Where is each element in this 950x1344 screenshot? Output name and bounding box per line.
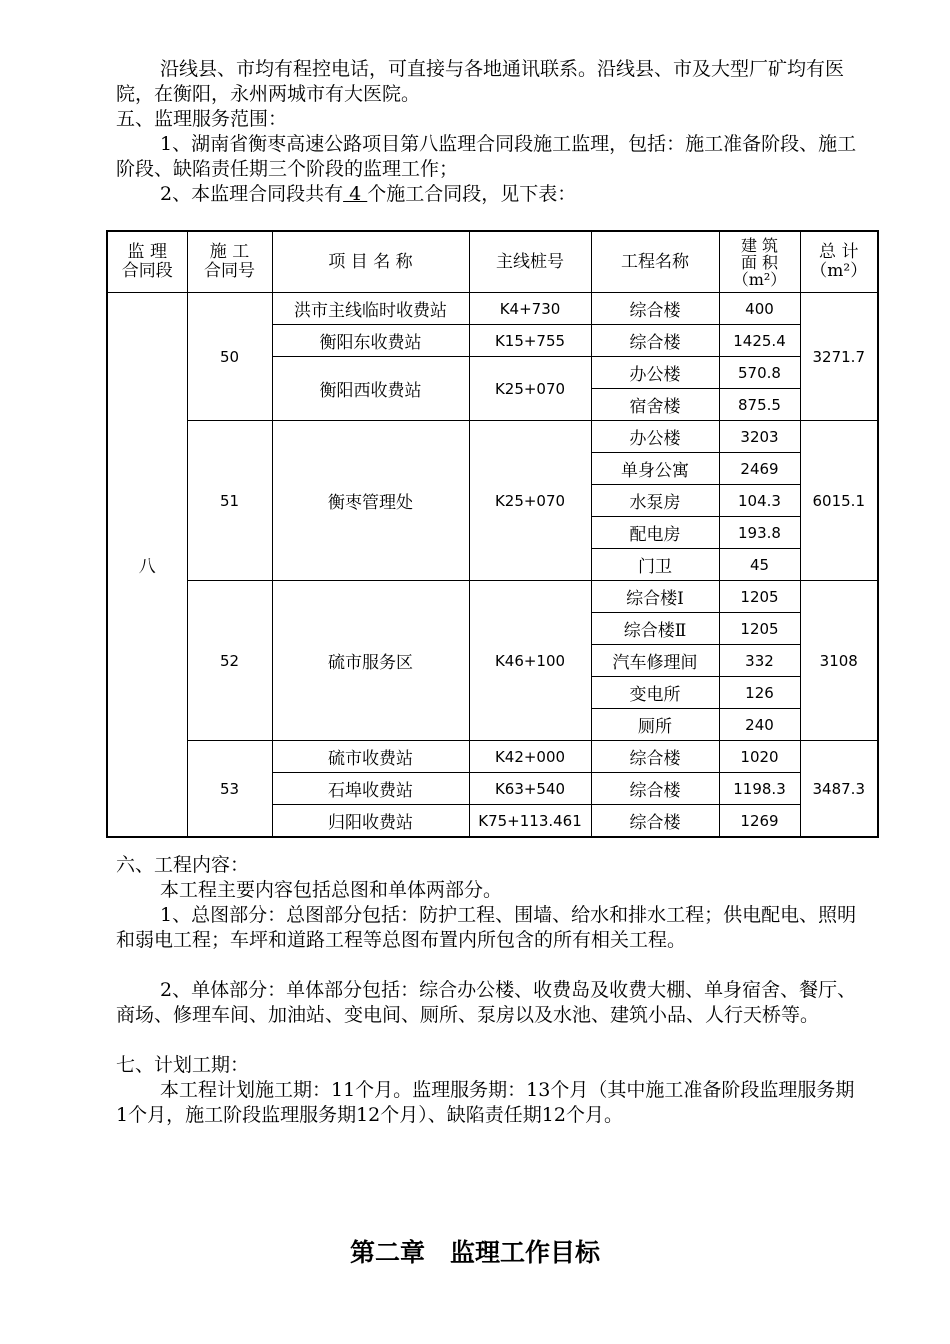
contract-count: 4 xyxy=(343,183,368,205)
building-name-cell: 门卫 xyxy=(591,549,719,581)
building-name-cell: 综合楼 xyxy=(591,325,719,357)
header-supervision: 监 理 合同段 xyxy=(107,231,187,293)
building-name-cell: 办公楼 xyxy=(591,357,719,389)
building-name-cell: 综合楼 xyxy=(591,741,719,773)
section-5-title: 五、监理服务范围： xyxy=(116,108,288,130)
table-row xyxy=(107,581,878,613)
building-area-cell: 126 xyxy=(719,677,800,709)
stake-number-cell: K42+000 xyxy=(469,741,591,773)
group-total-cell: 3271.7 xyxy=(800,293,878,421)
building-name-cell: 综合楼 xyxy=(591,773,719,805)
building-area-cell: 2469 xyxy=(719,453,800,485)
chapter-heading: 第二章 监理工作目标 xyxy=(349,1238,600,1267)
contract-number-cell: 51 xyxy=(187,421,272,581)
project-name-cell: 归阳收费站 xyxy=(272,805,469,838)
header-stake: 主线桩号 xyxy=(469,231,591,293)
section-5-item-1: 1、湖南省衡枣高速公路项目第八监理合同段施工监理，包括：施工准备阶段、施工阶段、缺陷责任期三个阶段的监理工作； xyxy=(116,133,857,180)
contract-number-cell: 52 xyxy=(187,581,272,741)
building-name-cell: 变电所 xyxy=(591,677,719,709)
building-name-cell: 宿舍楼 xyxy=(591,389,719,421)
section-6-title: 六、工程内容： xyxy=(116,854,250,876)
building-area-cell: 193.8 xyxy=(719,517,800,549)
section-6-para-1: 本工程主要内容包括总图和单体两部分。 xyxy=(160,879,503,901)
building-area-cell: 45 xyxy=(719,549,800,581)
header-total: 总 计 （m²） xyxy=(800,231,878,293)
building-name-cell: 汽车修理间 xyxy=(591,645,719,677)
building-name-cell: 综合楼Ⅰ xyxy=(591,581,719,613)
project-name-cell: 洪市主线临时收费站 xyxy=(272,293,469,325)
building-name-cell: 配电房 xyxy=(591,517,719,549)
building-area-cell: 1269 xyxy=(719,805,800,838)
stake-number-cell: K15+755 xyxy=(469,325,591,357)
building-area-cell: 332 xyxy=(719,645,800,677)
building-area-cell: 570.8 xyxy=(719,357,800,389)
stake-number-cell: K25+070 xyxy=(469,357,591,421)
project-name-cell: 衡枣管理处 xyxy=(272,421,469,581)
building-area-cell: 400 xyxy=(719,293,800,325)
stake-number-cell: K46+100 xyxy=(469,581,591,741)
project-name-cell: 硫市收费站 xyxy=(272,741,469,773)
table-row xyxy=(107,741,878,773)
table-header-row xyxy=(107,231,878,293)
table-row xyxy=(107,293,878,325)
building-area-cell: 104.3 xyxy=(719,485,800,517)
item-2-prefix: 2、本监理合同段共有 xyxy=(160,183,344,205)
stake-number-cell: K4+730 xyxy=(469,293,591,325)
building-name-cell: 单身公寓 xyxy=(591,453,719,485)
building-name-cell: 办公楼 xyxy=(591,421,719,453)
header-project: 项 目 名 称 xyxy=(272,231,469,293)
section-6-para-3: 2、单体部分：单体部分包括：综合办公楼、收费岛及收费大棚、单身宿舍、餐厅、商场、修理车间、加油站、变电间、厕所、泵房以及水池、建筑小品、人行天桥等。 xyxy=(116,979,857,1026)
contract-table xyxy=(106,230,879,838)
building-name-cell: 综合楼 xyxy=(591,805,719,838)
group-total-cell: 3487.3 xyxy=(800,741,878,838)
group-total-cell: 6015.1 xyxy=(800,421,878,581)
section-7-para-1: 本工程计划施工期：11个月。监理服务期：13个月（其中施工准备阶段监理服务期1个月，施工阶段监理服务期12个月）、缺陷责任期12个月。 xyxy=(116,1079,855,1126)
stake-number-cell: K63+540 xyxy=(469,773,591,805)
project-name-cell: 衡阳东收费站 xyxy=(272,325,469,357)
table-row xyxy=(107,421,878,453)
header-construction: 施 工 合同号 xyxy=(187,231,272,293)
supervision-section-cell: 八 xyxy=(107,293,187,838)
building-name-cell: 综合楼Ⅱ xyxy=(591,613,719,645)
section-7-title: 七、计划工期： xyxy=(116,1054,250,1076)
item-2-suffix: 个施工合同段，见下表： xyxy=(367,183,577,205)
contract-number-cell: 50 xyxy=(187,293,272,421)
header-area: 建 筑 面 积 （m²） xyxy=(719,231,800,293)
building-area-cell: 1020 xyxy=(719,741,800,773)
project-name-cell: 硫市服务区 xyxy=(272,581,469,741)
header-building: 工程名称 xyxy=(591,231,719,293)
section-6-para-2: 1、总图部分：总图部分包括：防护工程、围墙、给水和排水工程；供电配电、照明和弱电工程；车坪和道路工程等总图布置内所包含的所有相关工程。 xyxy=(116,904,857,951)
building-area-cell: 3203 xyxy=(719,421,800,453)
building-area-cell: 1205 xyxy=(719,613,800,645)
building-area-cell: 1198.3 xyxy=(719,773,800,805)
section-5-item-2 xyxy=(116,182,866,207)
project-name-cell: 衡阳西收费站 xyxy=(272,357,469,421)
stake-number-cell: K25+070 xyxy=(469,421,591,581)
building-name-cell: 水泵房 xyxy=(591,485,719,517)
stake-number-cell: K75+113.461 xyxy=(469,805,591,838)
table-body xyxy=(107,293,878,838)
intro-paragraph: 沿线县、市均有程控电话，可直接与各地通讯联系。沿线县、市及大型厂矿均有医院，在衡阳，永州两城市有大医院。 xyxy=(116,58,845,105)
building-name-cell: 厕所 xyxy=(591,709,719,741)
project-name-cell: 石埠收费站 xyxy=(272,773,469,805)
building-area-cell: 875.5 xyxy=(719,389,800,421)
building-name-cell: 综合楼 xyxy=(591,293,719,325)
building-area-cell: 1205 xyxy=(719,581,800,613)
building-area-cell: 1425.4 xyxy=(719,325,800,357)
group-total-cell: 3108 xyxy=(800,581,878,741)
building-area-cell: 240 xyxy=(719,709,800,741)
contract-number-cell: 53 xyxy=(187,741,272,838)
